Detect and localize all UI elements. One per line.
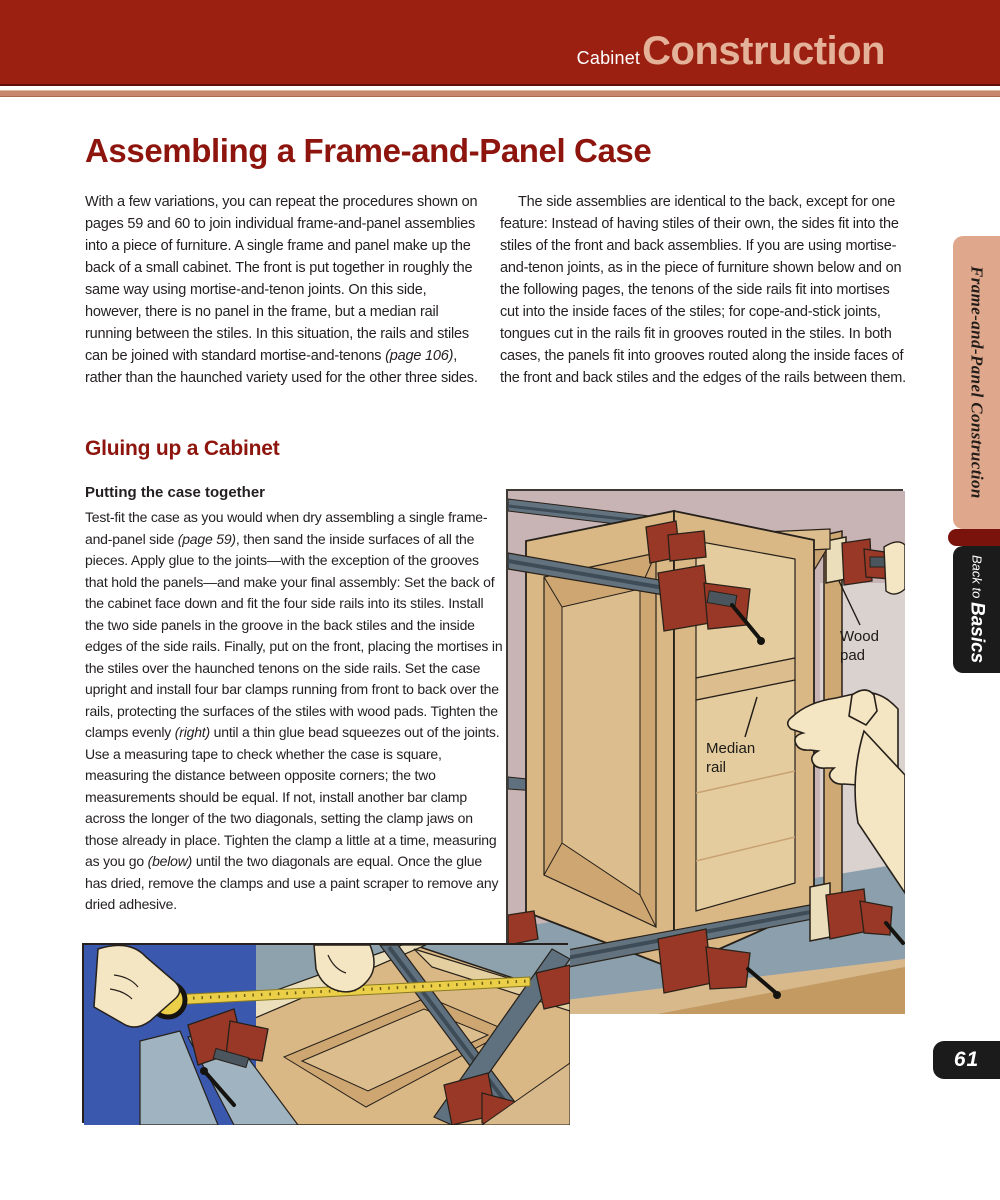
edge-tab-chapter xyxy=(953,236,1000,529)
section-heading: Gluing up a Cabinet xyxy=(85,437,280,460)
intro-left-text: With a few variations, you can repeat the procedures shown on pages 59 and 60 to join individual frame-and-panel assemblies into a piece of furniture. A single frame and panel make up the back of a small cabinet. The front is put together in roughly the same way using mortise-and-tenon joints. On this side, however, there is no panel in the frame, but a median rail running between the stiles. In this situation, the rails and stiles can be joined with standard mortise-and-tenons xyxy=(85,194,478,364)
figure-diagonal-measuring xyxy=(82,943,568,1123)
figure-label-wood-pad: Wood pad xyxy=(840,628,879,664)
figure-cabinet-clamping xyxy=(506,489,903,1012)
page-number: 61 xyxy=(953,1048,980,1071)
edge-tab-chapter-label: Frame-and-Panel Construction xyxy=(967,266,987,499)
header-title-group xyxy=(577,29,885,74)
page-number-tab xyxy=(933,1041,1000,1079)
figure-label-median-rail: Median rail xyxy=(706,740,756,776)
intro-right-paragraph: The side assemblies are identical to the back, except for one feature: Instead of having stiles of their own, the sides fit into the stiles of the front and back assemblies. If you are using mortise-and-tenon joints, as in the piece of furniture shown below and on the following pages, the tenons of the side rails fit into mortises cut into the inside faces of the stiles; for cope-and-stick joints, tongues cut in the rails fit in grooves routed in the stiles. In both cases, the panels fit into grooves routed along the inside faces of the front and back stiles and the edges of the rails between them. xyxy=(500,194,906,386)
header-stripe xyxy=(0,90,1000,97)
edge-tab-series-label xyxy=(966,555,988,663)
body-cite-1: (page 59) xyxy=(177,530,236,547)
body-text-3: until a thin glue bead squeezes out of the joints. Use a measuring tape to check whether the case is square, measuring the distance between opposite corners; the two measurements should be equal. If not, install another bar clamp across the longer of the two diagonals, setting the clamp jaws on those already in place. Tighten the clamp a little at a time, measuring as you go xyxy=(85,724,500,869)
body-text-4: until the two diagonals are equal. Once the glue has dried, remove the clamps and use a paint scraper to remove any dried adhesive. xyxy=(85,853,499,912)
section-body-paragraph xyxy=(85,507,505,916)
series-prefix: Back to xyxy=(969,555,985,603)
header-banner xyxy=(0,0,1000,86)
intro-left-cite: (page 106) xyxy=(385,348,454,364)
body-cite-3: (below) xyxy=(147,853,193,869)
header-kicker: Cabinet xyxy=(576,48,641,68)
page-title: Assembling a Frame-and-Panel Case xyxy=(85,132,652,169)
edge-tab-connector xyxy=(948,529,1000,546)
body-text-1: Test-fit the case as you would when dry assembling a single frame-and-panel side xyxy=(85,509,488,547)
edge-tab-series xyxy=(953,546,1000,673)
intro-left-text-2: , rather than the haunched variety used for the other three sides. xyxy=(85,348,478,386)
body-cite-2: (right) xyxy=(174,724,210,740)
series-word: Basics xyxy=(966,602,988,664)
diagonal-measuring-illustration xyxy=(84,945,570,1125)
intro-left-paragraph xyxy=(85,191,485,389)
header-title: Construction xyxy=(642,29,885,73)
section-subheading: Putting the case together xyxy=(85,484,266,501)
body-text-2: , then sand the inside surfaces of all the pieces. Apply glue to the joints—with the exception of the grooves that hold the panels—and make your final assembly: Set the back of the cabinet face down and fit the four side rails into its stiles. Install the two side panels in the groove in the back stiles and the inside edges of the side rails. Finally, put on the front, placing the mortises in the stiles over the haunched tenons on the side rails. Set the case upright and install four bar clamps running from front to back over the rails, protecting the surfaces of the stiles with wood pads. Tighten the clamps evenly xyxy=(85,530,503,740)
